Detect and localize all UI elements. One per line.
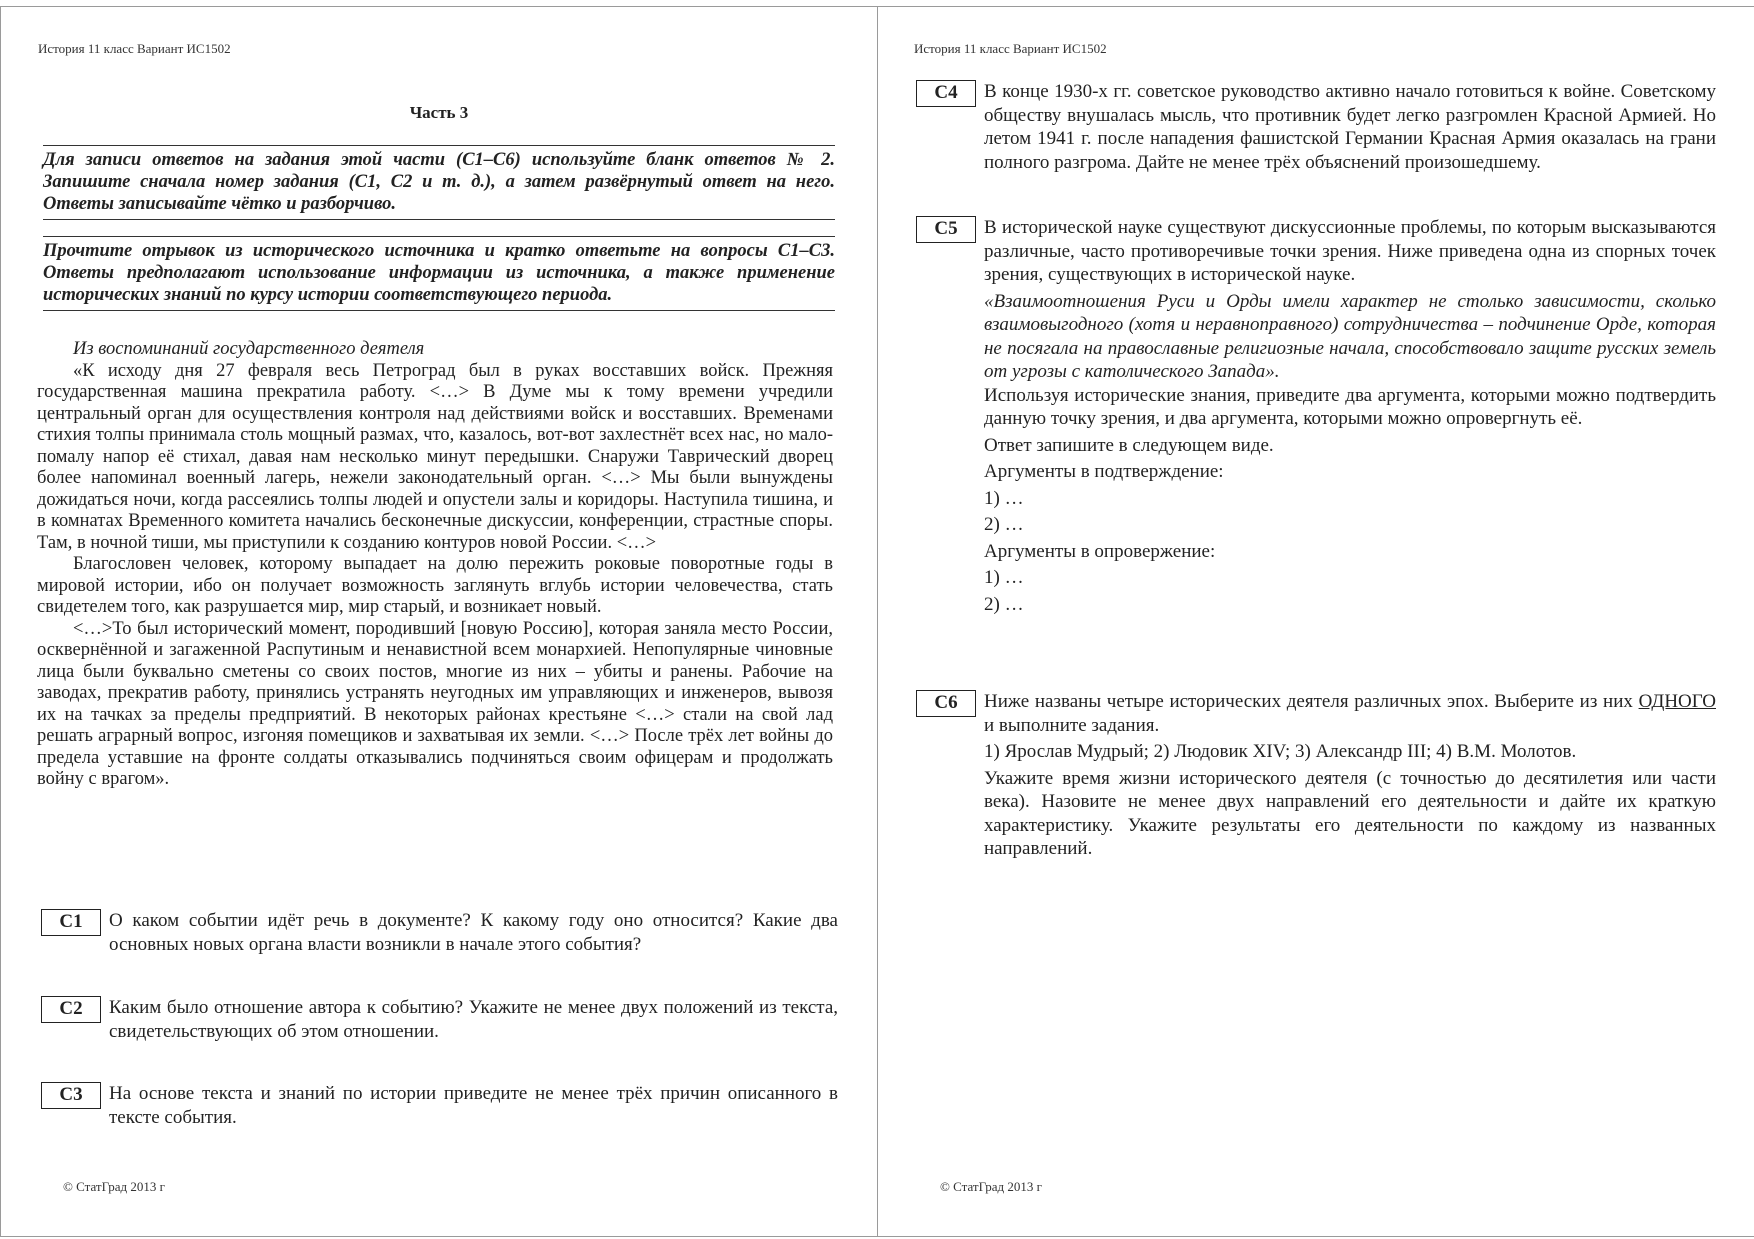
task-text: О каком событии идёт речь в документе? К какому году оно относится? Какие два основных новых органа власти возникли в начале этого события?: [109, 910, 838, 955]
task-label: С1: [41, 909, 101, 936]
task-text: На основе текста и знаний по истории приведите не менее трёх причин описанного в тексте события.: [109, 1083, 838, 1128]
task-c6: [916, 690, 1716, 861]
c5-confirm-1: 1) …: [984, 487, 1024, 509]
c6-figures: 1) Ярослав Мудрый; 2) Людовик XIV; 3) Александр III; 4) В.М. Молотов.: [984, 741, 1577, 762]
task-text: [984, 216, 1716, 616]
task-c5: [916, 216, 1716, 616]
source-paragraph: «К исходу дня 27 февраля весь Петроград был в руках восставших войск. Прежняя государственная машина прекратила работу. <…> В Думе мы к тому времени учредили центральный орган для осуществления контроля над действиями войск и восставших. Временами стихия толпы принимала столь мощный размах, что, казалось, вот-вот захлестнёт всех нас, но мало-помалу напор её стихал, давая нам несколько минут передышки. Снаружи Таврический дворец более напоминал военный лагерь, нежели законодательный орган. <…> Мы были вынуждены дожидаться ночи, когда рассеялись толпы людей и опустели залы и коридоры. Наступила тишина, и в комнатах Временного комитета начались бесконечные дискуссии, конференции, страстные споры. Там, в ночной тиши, мы приступили к созданию контуров новой России. <…>: [37, 360, 833, 553]
task-label: С2: [41, 996, 101, 1023]
c5-refute-label: Аргументы в опровержение:: [984, 540, 1216, 562]
page-left: [0, 6, 878, 1237]
c6-intro: [984, 690, 1716, 737]
page-footer: © СтатГрад 2013 г: [63, 1179, 165, 1194]
c6-underlined-word: ОДНОГО: [1638, 691, 1716, 712]
c5-confirm-label: Аргументы в подтверждение:: [984, 461, 1224, 482]
page-header: История 11 класс Вариант ИС1502: [38, 41, 231, 56]
c5-refute-1: 1) …: [984, 567, 1024, 588]
c5-confirm-2: 2) …: [984, 514, 1024, 535]
c5-intro: В исторической науке существуют дискуссионные проблемы, по которым высказываются различные, часто противоречивые точки зрения. Ниже приведена одна из спорных точек зрения, существующих в исторической науке.: [984, 217, 1716, 285]
instruction-read-source: Прочтите отрывок из исторического источника и кратко ответьте на вопросы С1–С3. Ответы предполагают использование информации из источника, а также применение исторических знаний по курсу истории соответствующего периода.: [43, 236, 835, 311]
source-paragraph: Благословен человек, которому выпадает на долю пережить роковые поворотные годы в мировой истории, ибо он получает возможность заглянуть вглубь истории человечества, стать свидетелем того, как разрушается мир, мир старый, и возникает новый.: [37, 554, 833, 617]
task-text: [984, 690, 1716, 861]
c5-task: Используя исторические знания, приведите два аргумента, которыми можно подтвердить данную точку зрения, и два аргумента, которыми можно опровергнуть её.: [984, 384, 1716, 429]
c5-refute-2: 2) …: [984, 593, 1024, 615]
task-c2: [41, 996, 838, 1043]
page-right: [877, 6, 1754, 1237]
instruction-answer-form: Для записи ответов на задания этой части (С1–С6) используйте бланк ответов № 2. Запишите сначала номер задания (С1, С2 и т. д.), а затем развёрнутый ответ на него. Ответы записывайте чётко и разборчиво.: [43, 145, 835, 220]
task-label: С3: [41, 1082, 101, 1109]
task-c4: [916, 80, 1716, 174]
task-label: С4: [916, 80, 976, 107]
task-text: Каким было отношение автора к событию? Укажите не менее двух положений из текста, свидетельствующих об этом отношении.: [109, 997, 838, 1042]
c6-intro-end: и выполните задания.: [984, 714, 1160, 736]
task-label: С6: [916, 690, 976, 717]
c6-intro-start: Ниже названы четыре исторических деятеля различных эпох. Выберите из них: [984, 691, 1639, 712]
c4-text: В конце 1930-х гг. советское руководство активно начало готовиться к войне. Советскому обществу внушалась мысль, что противник будет легко разгромлен Красной Армией. Но летом 1941 г. после нападения фашистской Германии Красная Армия оказалась на грани полного разгрома. Дайте не менее трёх объяснений произошедшему.: [984, 81, 1716, 173]
c5-quote: «Взаимоотношения Руси и Орды имели характер не столько зависимости, сколько взаимовыгодного (хотя и неравноправного) сотрудничества – подчинение Орде, которая не посягала на православные религиозные начала, способствовало защите русских земель от угрозы с католического Запада».: [984, 290, 1716, 382]
source-excerpt: [37, 339, 833, 791]
task-text: [984, 80, 1716, 174]
c6-task: Укажите время жизни исторического деятеля (с точностью до десятилетия или части века). Назовите не менее двух направлений его деятельности и дайте их краткую характеристику. Укажите результаты его деятельности по каждому из названных направлений.: [984, 767, 1716, 859]
page-footer: © СтатГрад 2013 г: [940, 1179, 1042, 1194]
task-label: С5: [916, 216, 976, 243]
task-c1: [41, 909, 838, 956]
source-title: Из воспоминаний государственного деятеля: [73, 339, 425, 359]
task-c3: [41, 1082, 838, 1129]
source-paragraph: <…>То был исторический момент, породивший [новую Россию], которая заняла место России, осквернённой и загаженной Распутиным и ненавистной всем монархией. Непопулярные чиновные лица были буквально сметены со своих постов, многие из них – убиты и ранены. Рабочие на заводах, прекратив работу, принялись устранять неугодных им управляющих и инженеров, вывозя их на тачках за пределы предприятий. В некоторых районах крестьяне <…> стали на свой лад решать аграрный вопрос, изгоняя помещиков и захватывая их земли. <…> После трёх лет войны до предела уставшие на фронте солдаты отказывались подчиняться своим офицерам и продолжать войну с врагом».: [37, 618, 833, 789]
part-title: Часть 3: [409, 103, 469, 122]
c5-format: Ответ запишите в следующем виде.: [984, 434, 1274, 456]
page-header: История 11 класс Вариант ИС1502: [914, 41, 1107, 56]
